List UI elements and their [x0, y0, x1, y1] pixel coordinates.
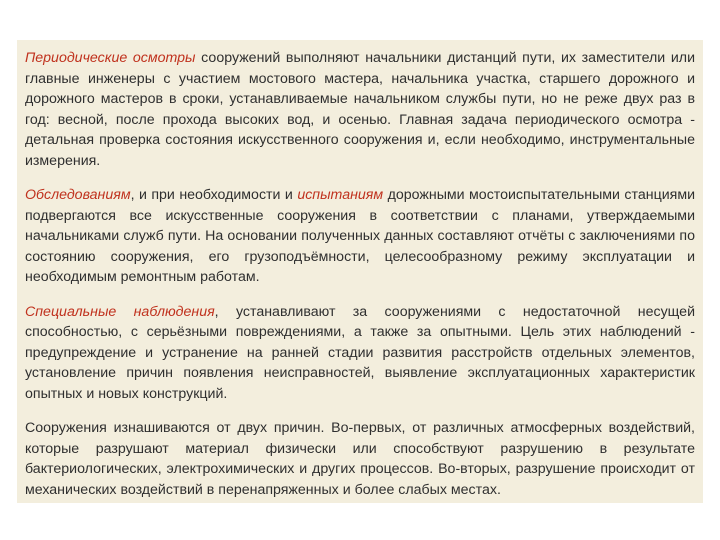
paragraph-text: , устанавливают за сооружениями с недостаточной несущей способностью, с серьёзными повреждениями, а также за опытными. Цель этих наблюдений - предупреждение и устранение на ранней стадии развития расстройств отдельных элементов, установление причин появления неисправностей, выявление эксплуатационных характеристик опытных и новых конструкций. [25, 303, 695, 402]
term-surveys: Обследованиям [25, 187, 131, 203]
paragraph-text: , и при необходимости и [130, 187, 298, 203]
paragraph-wear-causes [25, 418, 695, 500]
term-special-observations: Специальные наблюдения [25, 303, 215, 320]
paragraph-periodic-inspections [25, 48, 695, 171]
paragraph-text: дорожными мостоиспытательными станциями подвергаются все искусственные сооружения в соответствии с планами, утверждаемыми начальниками служб пути. На основании полученных данных составляют отчёты с заключениями по состоянию сооружения, его грузоподъёмности, целесообразному режиму эксплуатации и необходимым ремонтным работам. [25, 187, 695, 285]
paragraph-surveys [25, 185, 695, 288]
paragraph-text: сооружений выполняют начальники дистанций пути, их заместители или главные инженеры с участием мостового мастера, начальника участка, старшего дорожного и дорожного мастеров в сроки, устанавливаемые начальником службы пути, но не реже двух раз в год: весной, после прохода высоких вод, и осенью. Главная задача периодического осмотра - детальная проверка состояния искусственного сооружения и, если необходимо, инструментальные измерения. [25, 50, 695, 169]
term-tests: испытаниям [297, 187, 384, 203]
paragraph-special-observations [25, 302, 695, 405]
paragraph-text: Сооружения изнашиваются от двух причин. Во-первых, от различных атмосферных воздействий, которые разрушают материал физически или способствуют разрушению в результате бактериологических, электрохимических и других процессов. Во-вторых, разрушение происходит от механических воздействий в перенапряженных и более слабых местах. [25, 420, 695, 498]
text-panel [17, 40, 703, 503]
term-periodic-inspections: Периодические осмотры [25, 50, 196, 66]
